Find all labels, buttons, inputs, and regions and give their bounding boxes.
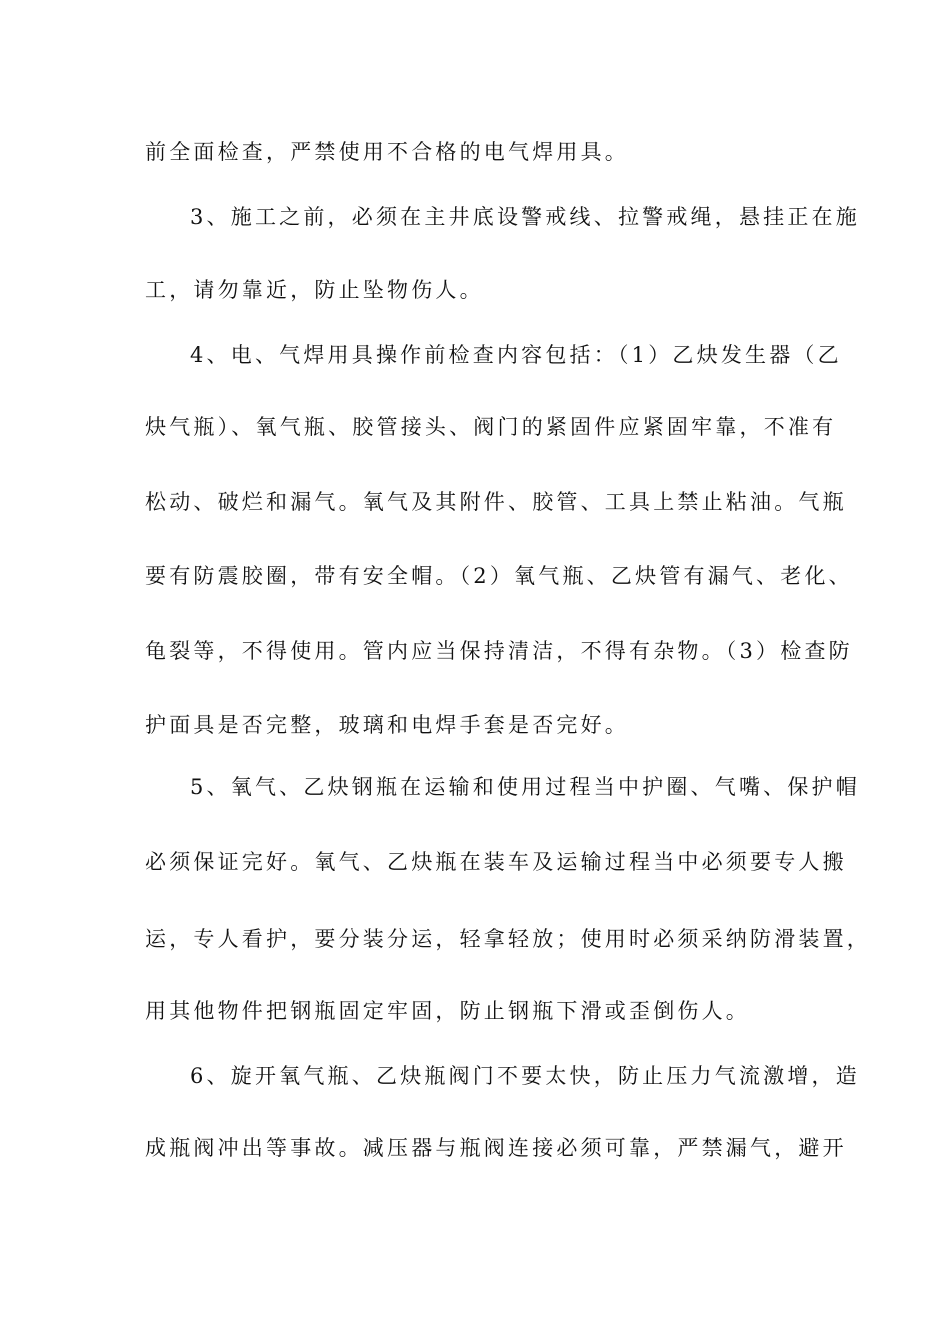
text-line: 松动、破烂和漏气。氧气及其附件、胶管、工具上禁止粘油。气瓶 — [145, 490, 847, 514]
text-line: 要有防震胶圈，带有安全帽。（2）氧气瓶、乙炔管有漏气、老化、 — [145, 564, 853, 588]
text-line: 工，请勿靠近，防止坠物伤人。 — [145, 278, 484, 302]
item-3-line: 3、施工之前，必须在主井底设警戒线、拉警戒绳，悬挂正在施 — [190, 205, 860, 229]
text-line: 用其他物件把钢瓶固定牢固，防止钢瓶下滑或歪倒伤人。 — [145, 999, 750, 1023]
text-line: 炔气瓶）、氧气瓶、胶管接头、阀门的紧固件应紧固牢靠，不准有 — [145, 415, 837, 439]
item-6-line: 6、旋开氧气瓶、乙炔瓶阀门不要太快，防止压力气流激增，造 — [190, 1064, 860, 1088]
text-line: 龟裂等，不得使用。管内应当保持清洁，不得有杂物。（3）检查防 — [145, 639, 853, 663]
text-line: 成瓶阀冲出等事故。减压器与瓶阀连接必须可靠，严禁漏气，避开 — [145, 1136, 847, 1160]
text-line: 必须保证完好。氧气、乙炔瓶在装车及运输过程当中必须要专人搬 — [145, 850, 847, 874]
text-line: 运，专人看护，要分装分运，轻拿轻放；使用时必须采纳防滑装置， — [145, 927, 871, 951]
item-4-line: 4、电、气焊用具操作前检查内容包括：（1）乙炔发生器（乙 — [190, 343, 842, 367]
text-line: 前全面检查，严禁使用不合格的电气焊用具。 — [145, 140, 629, 164]
text-line: 护面具是否完整，玻璃和电焊手套是否完好。 — [145, 713, 629, 737]
item-5-line: 5、氧气、乙炔钢瓶在运输和使用过程当中护圈、气嘴、保护帽 — [190, 775, 860, 799]
